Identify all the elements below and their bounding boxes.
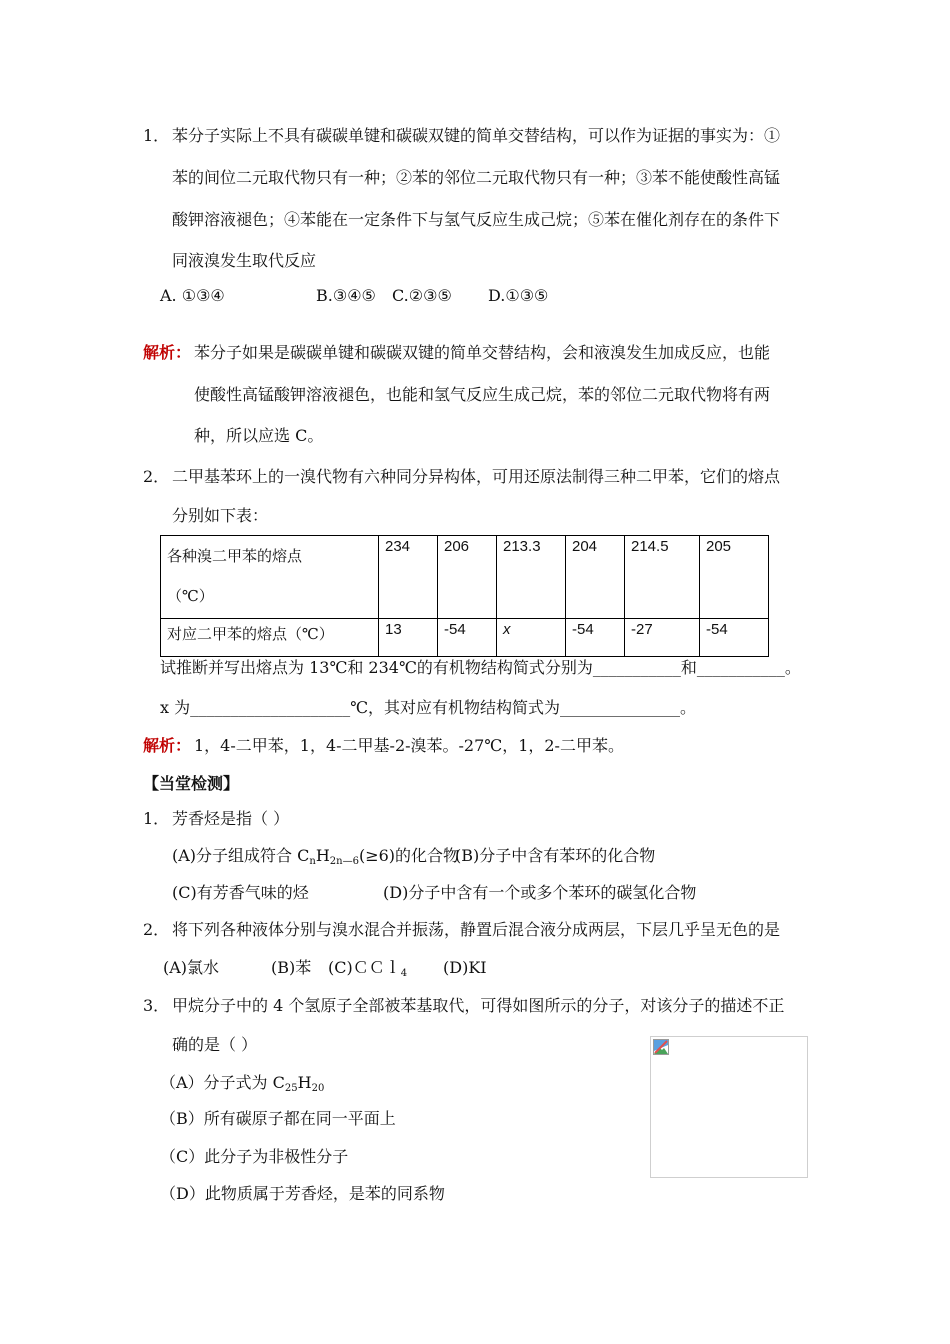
- table-header-bromo-b: （℃）: [167, 587, 214, 605]
- t1-option-a-mid: H: [315, 846, 330, 865]
- q1-number: 1．: [143, 126, 170, 145]
- a1-line-1: 苯分子如果是碳碳单键和碳碳双键的简单交替结构，会和液溴发生加成反应，也能: [194, 343, 771, 362]
- t2-option-b: (B)苯: [271, 958, 312, 977]
- t3-option-a: [160, 1072, 324, 1100]
- q2-prompt-2: x 为____________________℃，其对应有机物结构简式为_______________。: [160, 698, 697, 717]
- q1-option-d: D.①③⑤: [488, 286, 549, 305]
- t2-option-a: (A)氯水: [163, 958, 220, 977]
- table-cell: -54: [438, 619, 497, 657]
- table-cell: 214.5: [625, 536, 700, 619]
- t1-option-a-post: (≥6)的化合物: [358, 846, 460, 865]
- q1-option-a: A. ①③④: [160, 286, 225, 305]
- t2-option-d: (D)KI: [443, 958, 487, 977]
- table-cell: 204: [566, 536, 625, 619]
- q2-line-2: 分别如下表：: [172, 506, 269, 525]
- t2-option-c-pre: (C)ＣＣｌ: [328, 958, 401, 977]
- table-cell: 206: [438, 536, 497, 619]
- t1-option-a-pre: (A)分子组成符合 C: [172, 846, 310, 865]
- t3-stem-2: 确的是（ ）: [172, 1035, 258, 1054]
- a2-label: 解析：: [143, 736, 192, 755]
- q1-line-3: 酸钾溶液褪色；④苯能在一定条件下与氢气反应生成己烷；⑤苯在催化剂存在的条件下: [172, 210, 781, 229]
- t1-option-c: (C)有芳香气味的烃: [172, 883, 309, 902]
- t3-option-a-sub1: 25: [284, 1083, 298, 1094]
- table-row: [161, 536, 769, 619]
- t1-option-b: (B)分子中含有苯环的化合物: [455, 846, 656, 865]
- q1-option-b: B.③④⑤: [316, 286, 376, 305]
- melting-point-table: [160, 535, 769, 657]
- t2-number: 2．: [143, 920, 170, 939]
- table-row: [161, 619, 769, 657]
- table-cell: -54: [700, 619, 769, 657]
- t3-option-d: （D）此物质属于芳香烃，是苯的同系物: [160, 1184, 445, 1203]
- t1-stem: 芳香烃是指（ ）: [172, 809, 290, 828]
- a1-line-3: 种，所以应选 C。: [194, 426, 324, 445]
- q2-number: 2．: [143, 467, 170, 486]
- t1-option-a: [172, 845, 459, 873]
- t3-option-a-mid: H: [297, 1073, 312, 1092]
- table-cell: x: [497, 619, 566, 657]
- t3-option-a-sub2: 20: [311, 1083, 325, 1094]
- table-cell: 13: [379, 619, 438, 657]
- t3-option-b: （B）所有碳原子都在同一平面上: [160, 1109, 396, 1128]
- table-cell: -27: [625, 619, 700, 657]
- q1-line-1: 苯分子实际上不具有碳碳单键和碳碳双键的简单交替结构，可以作为证据的事实为：①: [172, 126, 781, 145]
- table-header-bromo: [161, 536, 379, 619]
- molecule-image-placeholder: [650, 1036, 808, 1178]
- t3-option-c: （C）此分子为非极性分子: [160, 1147, 349, 1166]
- q2-line-1: 二甲基苯环上的一溴代物有六种同分异构体，可用还原法制得三种二甲苯，它们的熔点: [172, 467, 781, 486]
- table-header-xylene: 对应二甲苯的熔点（℃）: [161, 619, 379, 657]
- t1-option-a-sub2: 2n—6: [329, 856, 359, 867]
- t2-option-c-sub: 4: [400, 968, 408, 979]
- t1-number: 1．: [143, 809, 170, 828]
- t2-option-c: [328, 957, 407, 985]
- t2-stem: 将下列各种液体分别与溴水混合并振荡，静置后混合液分成两层，下层几乎呈无色的是: [172, 920, 781, 939]
- table-cell: 234: [379, 536, 438, 619]
- t3-number: 3．: [143, 996, 170, 1015]
- section-heading: 【当堂检测】: [143, 774, 240, 793]
- t3-option-a-pre: （A）分子式为 C: [160, 1073, 285, 1092]
- q1-line-4: 同液溴发生取代反应: [172, 251, 317, 270]
- table-cell: 213.3: [497, 536, 566, 619]
- t1-option-d: (D)分子中含有一个或多个苯环的碳氢化合物: [383, 883, 697, 902]
- q1-line-2: 苯的间位二元取代物只有一种；②苯的邻位二元取代物只有一种；③苯不能使酸性高锰: [172, 168, 781, 187]
- a1-line-2: 使酸性高锰酸钾溶液褪色，也能和氢气反应生成己烷，苯的邻位二元取代物将有两: [194, 385, 771, 404]
- t1-option-a-sub1: n: [309, 856, 316, 867]
- t3-stem-1: 甲烷分子中的 4 个氢原子全部被苯基取代，可得如图所示的分子，对该分子的描述不正: [172, 996, 785, 1015]
- broken-image-icon: [653, 1039, 669, 1055]
- table-header-bromo-a: 各种溴二甲苯的熔点: [167, 547, 303, 565]
- table-cell: -54: [566, 619, 625, 657]
- q1-option-c: C.②③⑤: [392, 286, 452, 305]
- a2-text: 1，4-二甲苯，1，4-二甲基-2-溴苯。-27℃，1，2-二甲苯。: [194, 736, 624, 755]
- q2-prompt-1: 试推断并写出熔点为 13℃和 234℃的有机物结构简式分别为___________和___________。: [160, 658, 801, 677]
- table-cell: 205: [700, 536, 769, 619]
- a1-label: 解析：: [143, 343, 192, 362]
